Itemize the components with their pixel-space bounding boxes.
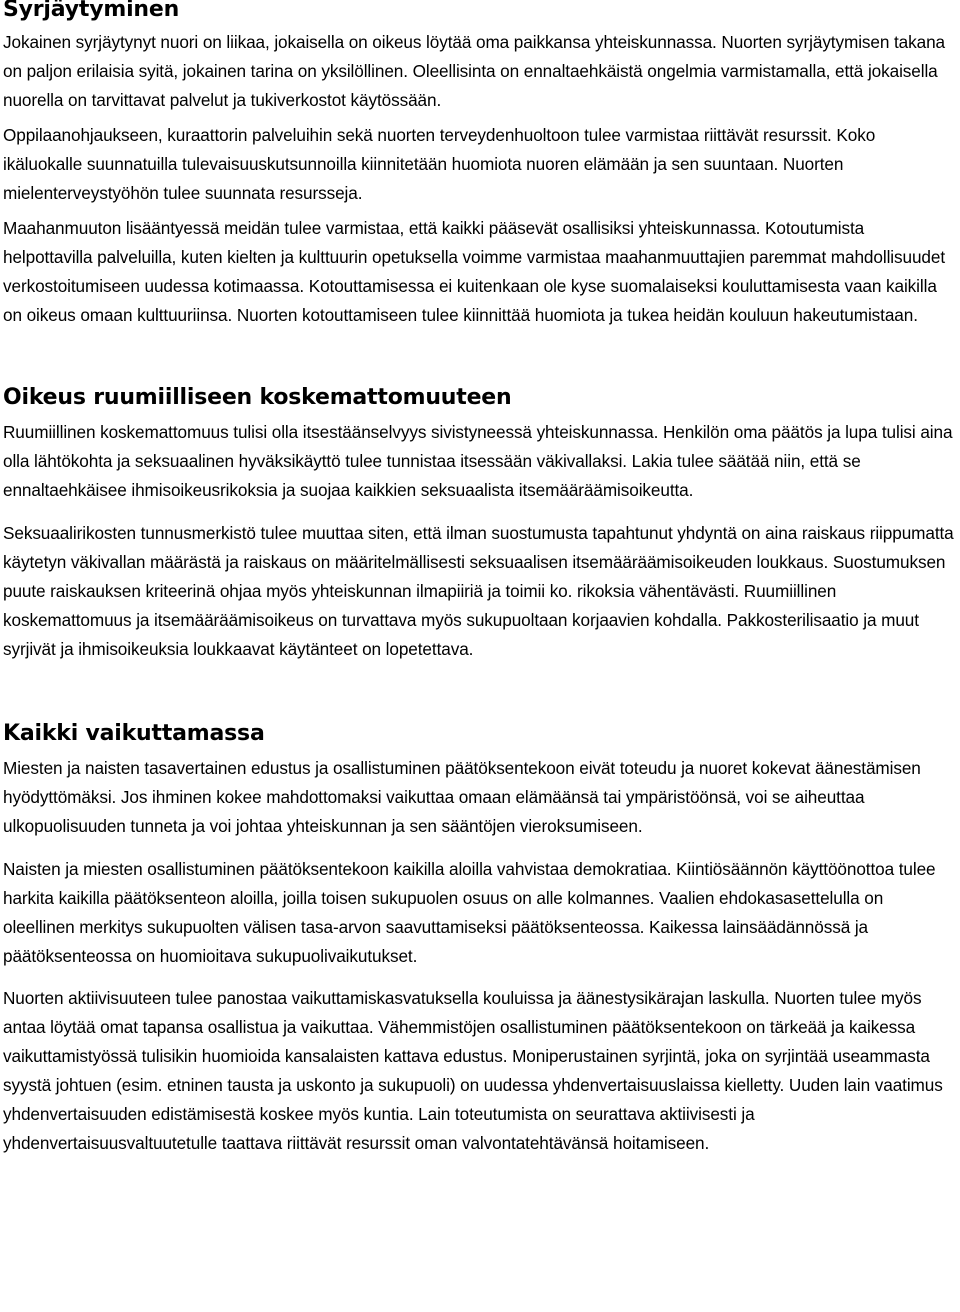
- document-page: [3, 0, 958, 1158]
- paragraph: Ruumiillinen koskemattomuus tulisi olla itsestäänselvyys sivistyneessä yhteiskunnassa. Henkilön oma päätös ja lupa tulisi aina olla lähtökohta ja seksuaalinen hyväksikäyttö tulee tunnistaa itsessään väkivallaksi. Lakia tulee säätää niin, että se ennaltaehkäisee ihmisoikeusrikoksia ja suojaa kaikkien seksuaalista itsemääräämisoikeutta.: [3, 422, 953, 500]
- paragraph: Miesten ja naisten tasavertainen edustus ja osallistuminen päätöksentekoon eivät toteudu ja nuoret kokevat äänestämisen hyödyttömäksi. Jos ihminen kokee mahdottomaksi vaikuttaa omaan elämäänsä tai ympäristöönsä, voi se aiheuttaa ulkopuolisuuden tunneta ja voi johtaa yhteiskunnan ja sen sääntöjen vieroksumiseen.: [3, 758, 921, 836]
- paragraph: Oppilaanohjaukseen, kuraattorin palveluihin sekä nuorten terveydenhuoltoon tulee varmistaa riittävät resurssit. Koko ikäluokalle suunnatuilla tulevaisuuskutsunnoilla kiinnitetään huomiota nuoren elämään ja sen suuntaan. Nuorten mielenterveystyöhön tulee suunnata resursseja.: [3, 125, 876, 203]
- section-heading: Oikeus ruumiilliseen koskemattomuuteen: [3, 385, 512, 410]
- section-ruumiillinen-koskemattomuus: [3, 385, 958, 664]
- section-kaikki-vaikuttamassa: [3, 721, 958, 1158]
- section-heading: Kaikki vaikuttamassa: [3, 721, 265, 746]
- paragraph: Seksuaalirikosten tunnusmerkistö tulee muuttaa siten, että ilman suostumusta tapahtunut yhdyntä on aina raiskaus riippumatta käytetyn väkivallan määrästä ja raiskaus on määritelmällisesti seksuaalisen itsemääräämisoikeuden loukkaus. Suostumuksen puute raiskauksen kriteerinä ohjaa myös yhteiskunnan ilmapiiriä ja toimii ko. rikoksia vähentävästi. Ruumiillinen koskemattomuus ja itsemääräämisoikeus on turvattava myös sukupuoltaan korjaavien kohdalla. Pakkosterilisaatio ja muut syrjivät ja ihmisoikeuksia loukkaavat käytänteet on lopetettava.: [3, 523, 954, 659]
- paragraph: Jokainen syrjäytynyt nuori on liikaa, jokaisella on oikeus löytää oma paikkansa yhteiskunnassa. Nuorten syrjäytymisen takana on paljon erilaisia syitä, jokainen tarina on yksilöllinen. Oleellisinta on ennaltaehkäistä ongelmia varmistamalla, että jokaisella nuorella on tarvittavat palvelut ja tukiverkostot käytössään.: [3, 32, 946, 110]
- paragraph: Naisten ja miesten osallistuminen päätöksentekoon kaikilla aloilla vahvistaa demokratiaa. Kiintiösäännön käyttöönottoa tulee harkita kaikilla päätöksenteon aloilla, joilla toisen sukupuolen osuus on alle kolmannes. Vaalien ehdokasasettelulla on oleellinen merkitys sukupuolten välisen tasa-arvon saavuttamiseksi päätöksenteossa. Kaikessa lainsäädännössä ja päätöksenteossa on huomioitava sukupuolivaikutukset.: [3, 859, 936, 966]
- section-syrjaytyminen: [3, 0, 958, 330]
- section-heading: Syrjäytyminen: [3, 0, 180, 22]
- paragraph: Maahanmuuton lisääntyessä meidän tulee varmistaa, että kaikki pääsevät osallisiksi yhteiskunnassa. Kotoutumista helpottavilla palveluilla, kuten kielten ja kulttuurin opetuksella voimme varmistaa maahanmuuttajien paremmat mahdollisuudet verkostoitumiseen uudessa kotimaassa. Kotouttamisessa ei kuitenkaan ole kyse suomalaiseksi kouluttamisesta vaan kaikilla on oikeus omaan kulttuuriinsa. Nuorten kotouttamiseen tulee kiinnittää huomiota ja tukea heidän kouluun hakeutumistaan.: [3, 218, 946, 325]
- paragraph: Nuorten aktiivisuuteen tulee panostaa vaikuttamiskasvatuksella kouluissa ja äänestysikärajan laskulla. Nuorten tulee myös antaa löytää omat tapansa osallistua ja vaikuttaa. Vähemmistöjen osallistuminen päätöksentekoon on tärkeää ja kaikessa vaikuttamistyössä tulisikin huomioida kansalaisten kattava edustus. Moniperustainen syrjintä, joka on syrjintää useammasta syystä johtuen (esim. etninen tausta ja uskonto ja sukupuoli) on uudessa yhdenvertaisuuslaissa kielletty. Uuden lain vaatimus yhdenvertaisuuden edistämisestä koskee myös kuntia. Lain toteutumista on seurattava aktiivisesti ja yhdenvertaisuusvaltuutetulle taattava riittävät resurssit oman valvontatehtävänsä hoitamiseen.: [3, 988, 943, 1153]
